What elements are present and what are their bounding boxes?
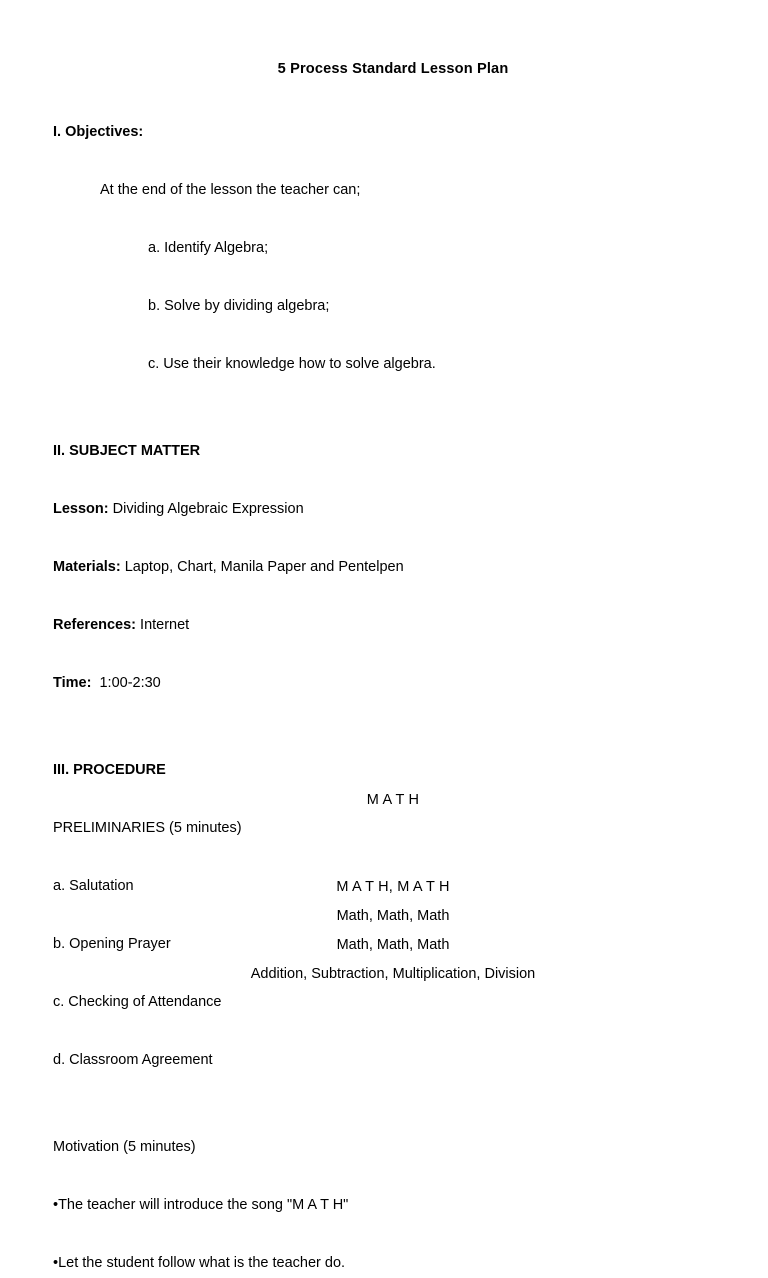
song-line-4: Math, Math, Math bbox=[336, 937, 450, 953]
objectives-intro: At the end of the lesson the teacher can; bbox=[100, 182, 361, 198]
blank-line bbox=[53, 379, 715, 408]
song-line-5: Addition, Subtraction, Multiplication, Division bbox=[250, 966, 536, 982]
song-blank-line bbox=[0, 815, 768, 844]
preliminaries-item-d: d. Classroom Agreement bbox=[53, 1052, 213, 1068]
field-materials bbox=[53, 553, 715, 582]
song-line-2: M A T H, M A T H bbox=[336, 879, 450, 895]
motivation-label: Motivation (5 minutes) bbox=[53, 1139, 196, 1155]
song-blank-line-2 bbox=[0, 844, 768, 873]
preliminaries-item-b: b. Opening Prayer bbox=[53, 936, 171, 952]
section-heading-objectives: I. Objectives: bbox=[53, 124, 144, 140]
objective-item-b: b. Solve by dividing algebra; bbox=[148, 298, 330, 314]
blank-line bbox=[53, 1017, 715, 1046]
field-references-value: Internet bbox=[136, 617, 190, 633]
song-lyrics-block bbox=[0, 786, 768, 989]
blank-line bbox=[53, 263, 715, 292]
motivation-bullet-1: •The teacher will introduce the song "M A T H" bbox=[53, 1197, 349, 1213]
objective-item-a: a. Identify Algebra; bbox=[148, 240, 269, 256]
motivation-bullet-2: •Let the student follow what is the teacher do. bbox=[53, 1255, 346, 1271]
section-heading-subject-matter: II. SUBJECT MATTER bbox=[53, 443, 201, 459]
blank-line bbox=[53, 1162, 715, 1191]
field-time bbox=[53, 669, 715, 698]
preliminaries-label: PRELIMINARIES (5 minutes) bbox=[53, 820, 242, 836]
blank-line bbox=[53, 1104, 715, 1133]
song-line-1: M A T H bbox=[366, 792, 420, 808]
blank-line bbox=[53, 1220, 715, 1249]
page-title-text: 5 Process Standard Lesson Plan bbox=[277, 61, 509, 77]
preliminaries-item-a: a. Salutation bbox=[53, 878, 134, 894]
field-lesson bbox=[53, 495, 715, 524]
blank-line bbox=[53, 524, 715, 553]
field-time-label: Time: bbox=[53, 675, 92, 691]
blank-line bbox=[53, 205, 715, 234]
objective-item-c: c. Use their knowledge how to solve algebra. bbox=[148, 356, 436, 372]
page-title bbox=[0, 59, 768, 79]
document-body bbox=[53, 118, 715, 1278]
blank-line bbox=[53, 321, 715, 350]
blank-line bbox=[53, 408, 715, 437]
field-references bbox=[53, 611, 715, 640]
preliminaries-item-c: c. Checking of Attendance bbox=[53, 994, 222, 1010]
song-line-3: Math, Math, Math bbox=[336, 908, 450, 924]
field-lesson-value: Dividing Algebraic Expression bbox=[108, 501, 304, 517]
blank-line bbox=[53, 466, 715, 495]
section-heading-procedure: III. PROCEDURE bbox=[53, 762, 166, 778]
blank-line bbox=[53, 698, 715, 727]
field-lesson-label: Lesson: bbox=[53, 501, 109, 517]
blank-line bbox=[53, 640, 715, 669]
field-time-value: 1:00-2:30 bbox=[91, 675, 161, 691]
blank-line bbox=[53, 147, 715, 176]
blank-line bbox=[53, 582, 715, 611]
blank-line bbox=[53, 727, 715, 756]
field-references-label: References: bbox=[53, 617, 137, 633]
field-materials-value: Laptop, Chart, Manila Paper and Pentelpen bbox=[120, 559, 404, 575]
blank-line bbox=[53, 1075, 715, 1104]
field-materials-label: Materials: bbox=[53, 559, 121, 575]
